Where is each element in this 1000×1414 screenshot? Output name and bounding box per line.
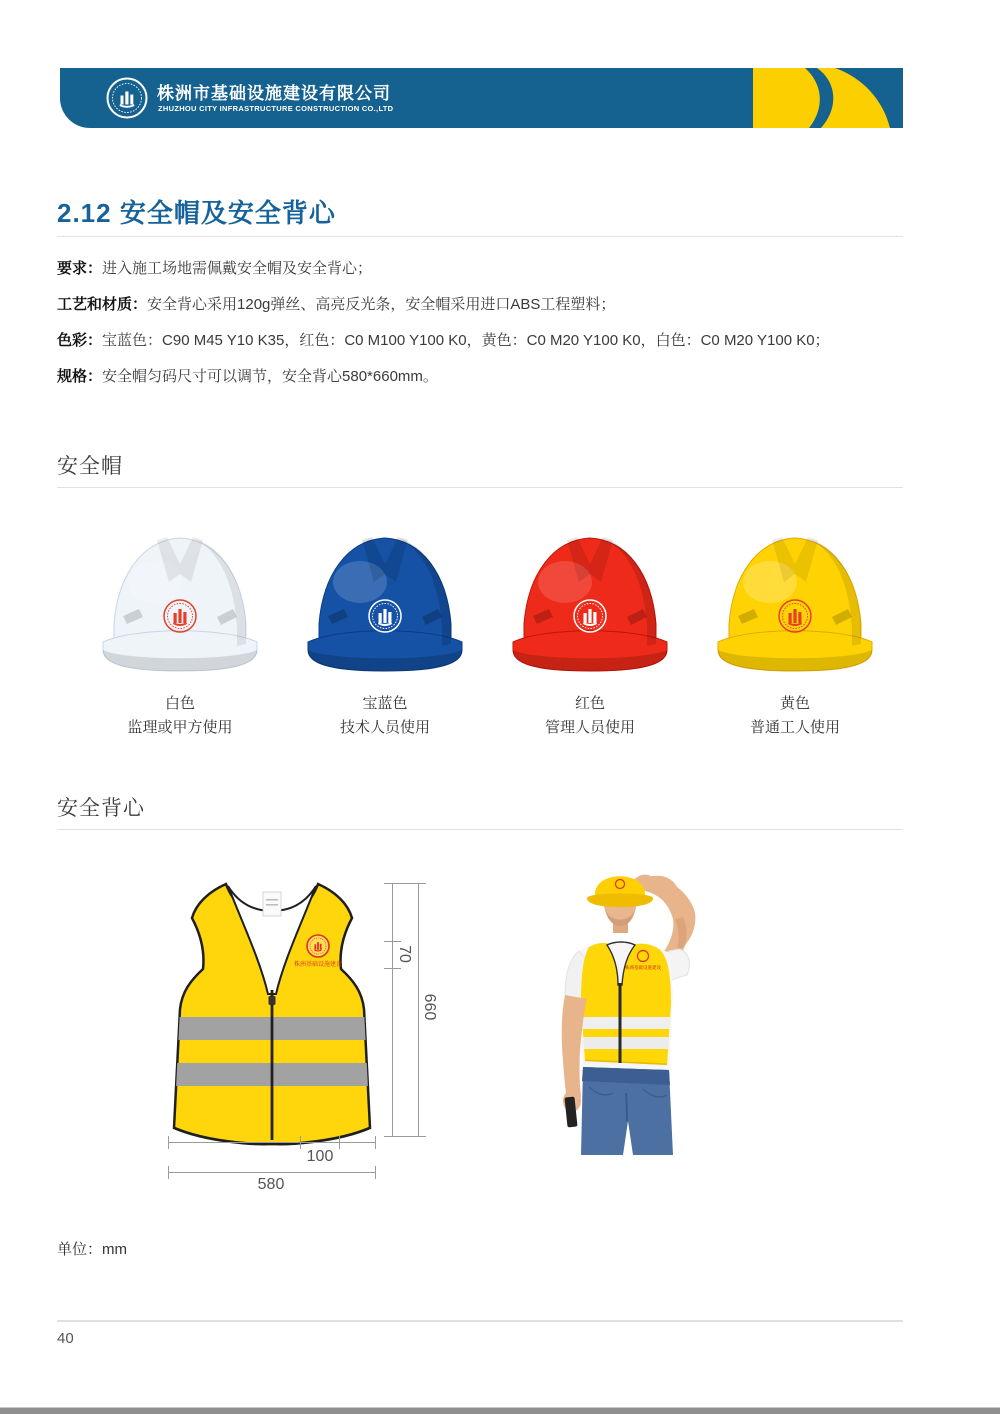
helmet-blue-image bbox=[290, 530, 480, 680]
helmet-usage: 监理或甲方使用 bbox=[127, 719, 233, 736]
spec-label: 要求： bbox=[57, 260, 103, 277]
spec-label: 工艺和材质： bbox=[57, 296, 148, 313]
page-number: 40 bbox=[57, 1330, 74, 1347]
helmet-color-name: 宝蓝色 bbox=[362, 695, 408, 712]
company-name-en: ZHUZHOU CITY INFRASTRUCTURE CONSTRUCTION CO.,LTD bbox=[158, 104, 394, 113]
spec-label: 规格： bbox=[57, 368, 103, 385]
vest-logo-text: 株洲基础设施建设 bbox=[293, 962, 343, 968]
helmet-figure-blue bbox=[290, 530, 480, 740]
helmet-figure-yellow bbox=[700, 530, 890, 740]
helmet-figure-red bbox=[495, 530, 685, 740]
dim-line-580 bbox=[168, 1172, 376, 1173]
helmet-usage: 技术人员使用 bbox=[339, 719, 430, 736]
dim-tick bbox=[384, 883, 426, 884]
svg-text:株洲基础设施建设: 株洲基础设施建设 bbox=[625, 965, 661, 970]
spec-text: 安全背心采用120g弹丝、高亮反光条，安全帽采用进口ABS工程塑料； bbox=[147, 296, 616, 313]
dim-line-100 bbox=[168, 1142, 376, 1143]
spec-row-requirement bbox=[57, 257, 372, 278]
model-photo bbox=[523, 853, 738, 1155]
model-vest-logo-icon bbox=[638, 951, 649, 962]
dim-label-580: 580 bbox=[257, 1176, 285, 1193]
spec-row-material bbox=[57, 293, 615, 314]
spec-text: 安全帽匀码尺寸可以调节，安全背心580*660mm。 bbox=[102, 368, 438, 385]
dim-tick bbox=[168, 1166, 169, 1179]
vest-heading-rule bbox=[57, 829, 903, 830]
helmet-red-image bbox=[495, 530, 685, 680]
dim-label-100: 100 bbox=[306, 1148, 334, 1165]
title-rule bbox=[57, 236, 903, 237]
helmet-yellow-image bbox=[700, 530, 890, 680]
helmet-section-heading: 安全帽 bbox=[57, 455, 123, 478]
dim-tick bbox=[168, 1136, 169, 1149]
spec-label: 色彩： bbox=[57, 332, 103, 349]
company-name-zh: 株洲市基础设施建设有限公司 bbox=[157, 84, 391, 103]
helmet-white-image bbox=[85, 530, 275, 680]
section-title: 2.12 安全帽及安全背心 bbox=[57, 198, 336, 228]
helmet-color-name: 红色 bbox=[574, 695, 605, 712]
dim-label-70: 70 bbox=[396, 945, 413, 963]
dim-tick bbox=[375, 1166, 376, 1179]
helmet-color-name: 黄色 bbox=[779, 695, 810, 712]
spec-text: 宝蓝色：C90 M45 Y10 K35，红色：C0 M100 Y100 K0，黄色：C0 M20 Y100 K0，白色：C0 M20 Y100 K0； bbox=[102, 332, 830, 349]
helmet-usage: 普通工人使用 bbox=[749, 719, 840, 736]
vest-diagram bbox=[162, 876, 382, 1146]
vest-section-heading: 安全背心 bbox=[57, 797, 145, 820]
helmet-heading-rule bbox=[57, 487, 903, 488]
banner-decoration bbox=[753, 68, 903, 128]
dim-line-660 bbox=[418, 884, 419, 1137]
footer-rule bbox=[57, 1320, 903, 1322]
helmet-color-name: 白色 bbox=[164, 695, 195, 712]
spec-row-size bbox=[57, 365, 438, 386]
company-logo-icon bbox=[106, 77, 148, 119]
dim-label-660: 660 bbox=[421, 993, 438, 1021]
dim-line-70 bbox=[392, 884, 393, 1137]
unit-label: 单位：mm bbox=[57, 1241, 127, 1258]
vest-zipper bbox=[271, 990, 274, 1140]
bottom-edge-bar bbox=[0, 1407, 1000, 1414]
dim-tick bbox=[384, 1136, 426, 1137]
helmet-usage: 管理人员使用 bbox=[544, 719, 635, 736]
helmet-figure-white bbox=[85, 530, 275, 740]
spec-row-color bbox=[57, 329, 830, 350]
spec-text: 进入施工场地需佩戴安全帽及安全背心； bbox=[102, 260, 373, 277]
header-banner bbox=[60, 68, 903, 128]
dim-tick bbox=[375, 1136, 376, 1149]
